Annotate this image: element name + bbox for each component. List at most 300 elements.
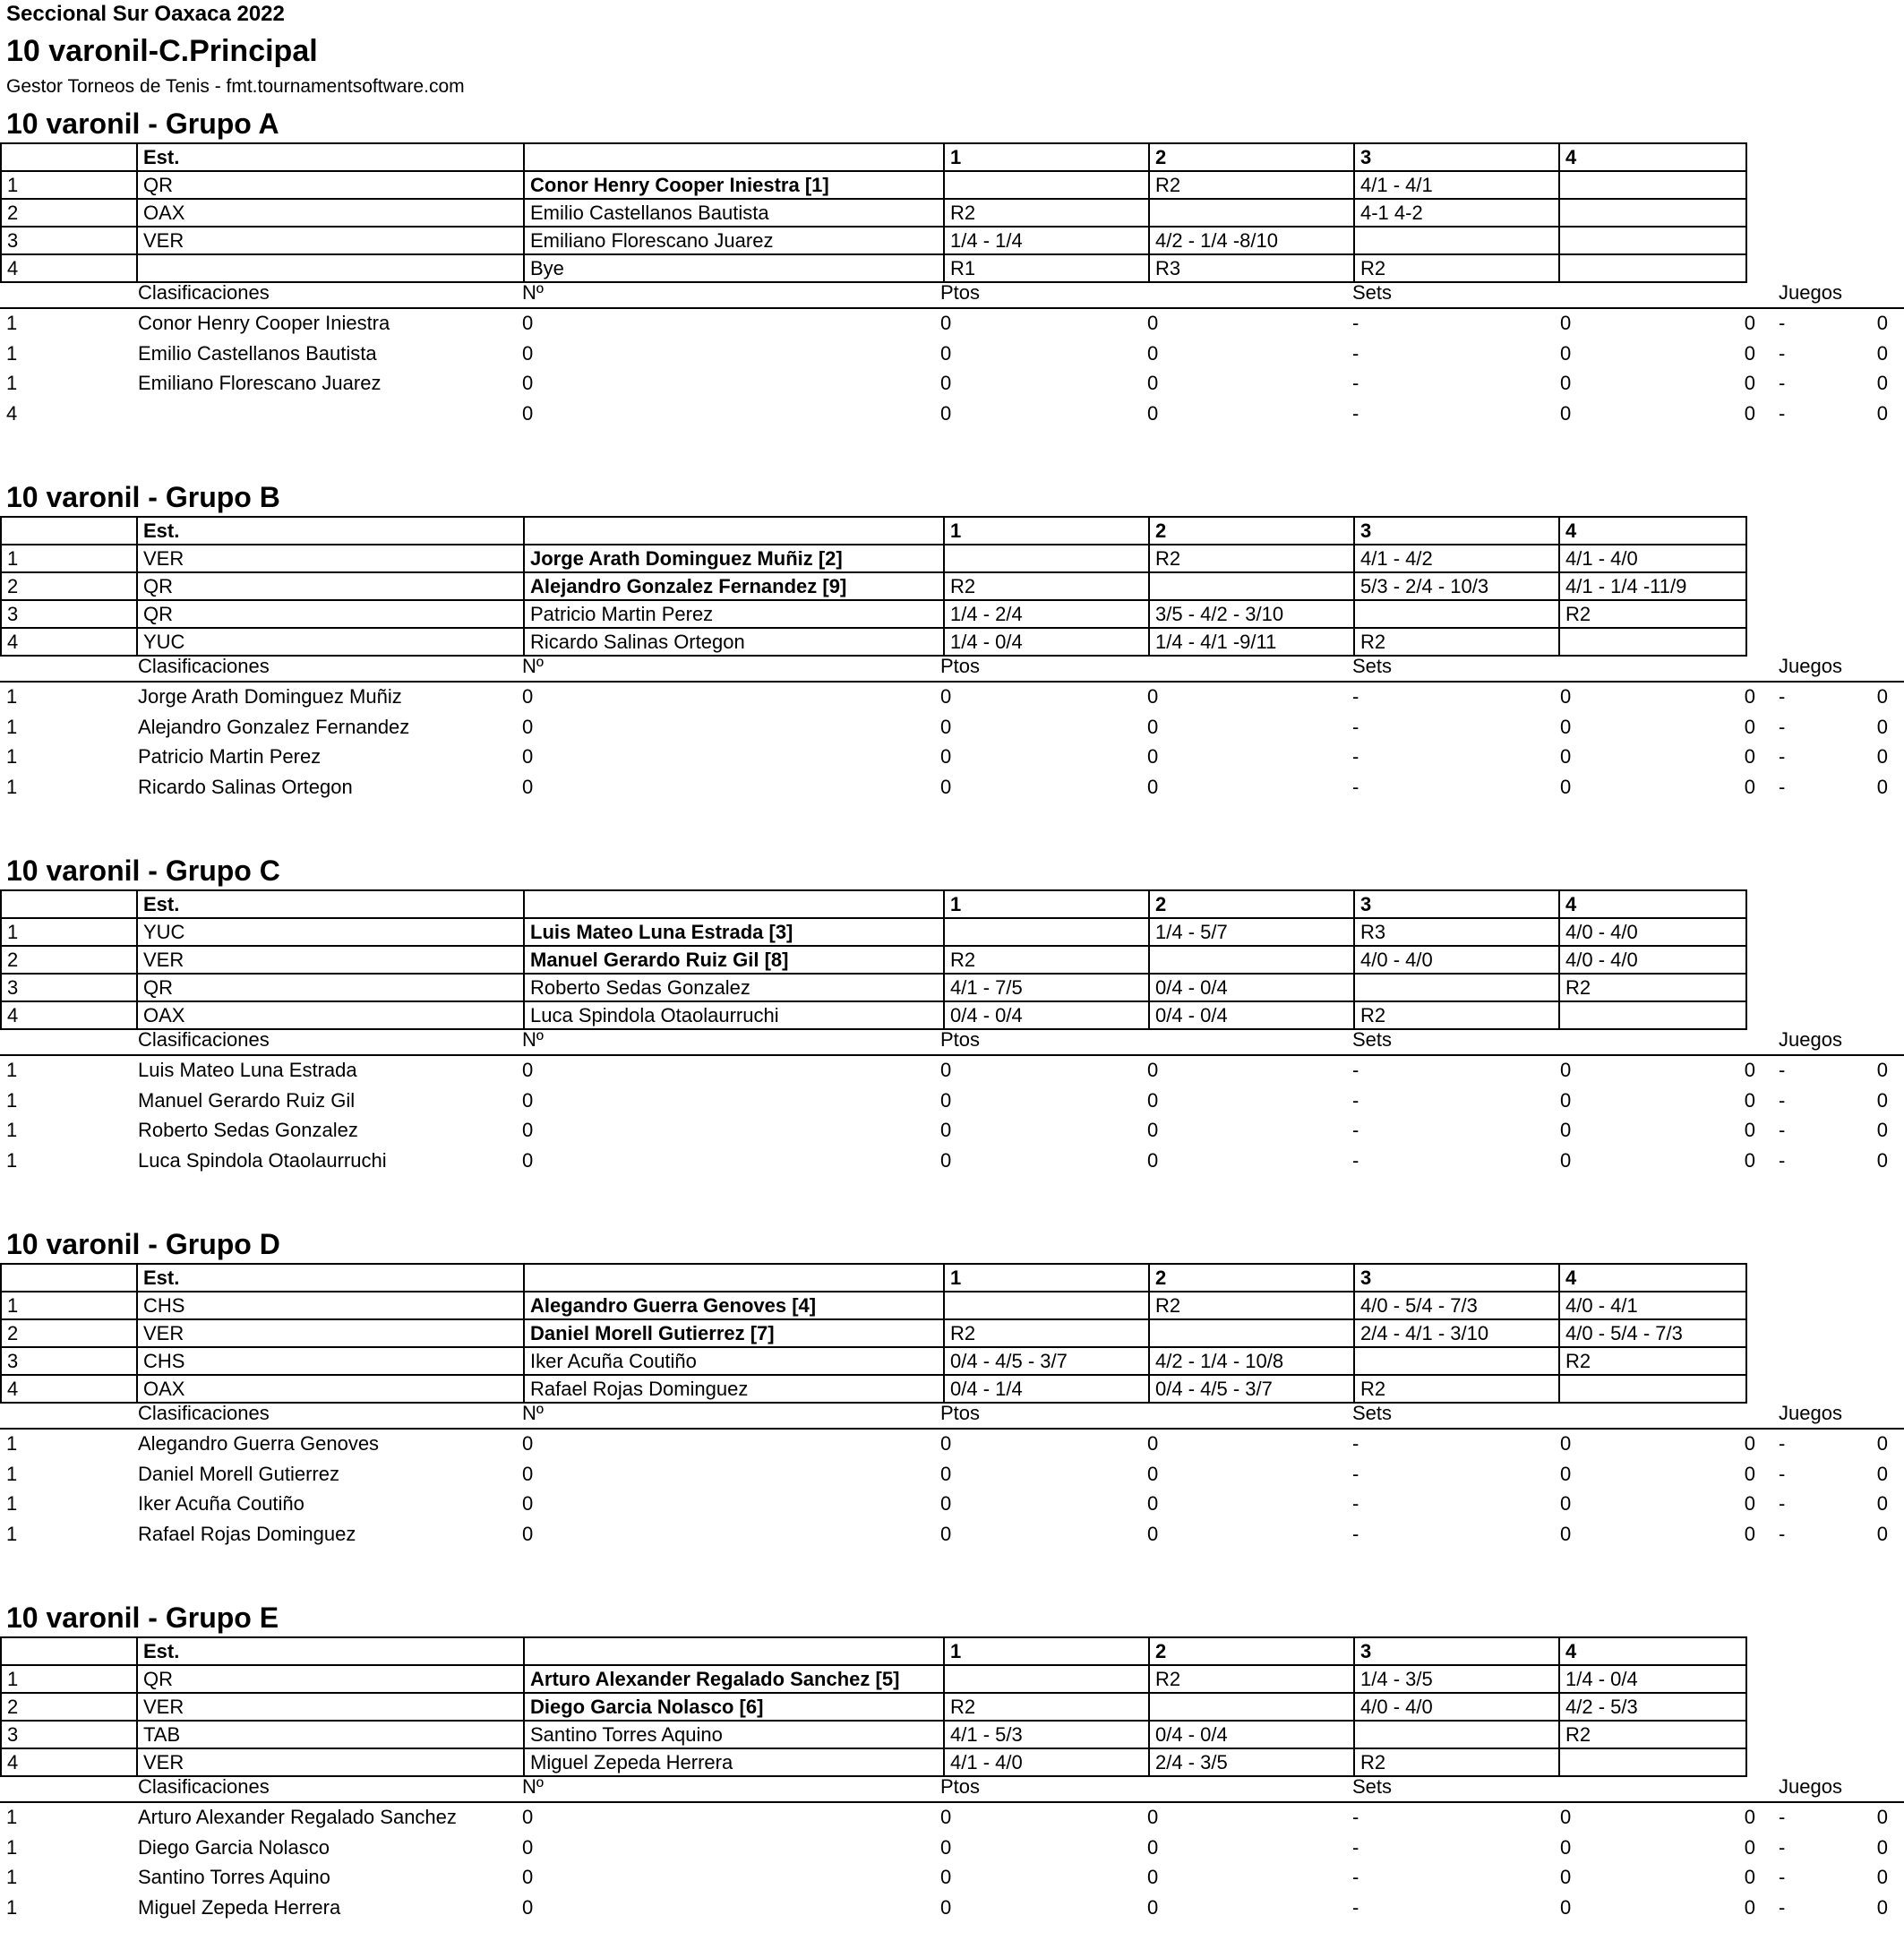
standings-name: Arturo Alexander Regalado Sanchez [138,1806,457,1828]
standings-games-dash: - [1779,1492,1786,1515]
group-block [0,1600,1904,1958]
standings-rank: 1 [6,1895,18,1919]
grid-result-cell [944,918,1149,946]
grid-result-cell [1354,974,1559,1001]
standings-num: 0 [522,341,534,365]
standings-s1: 0 [1147,1432,1159,1455]
standings-row [0,1490,1904,1519]
grid-state: YUC [137,628,524,656]
grid-header-round: 2 [1149,143,1354,171]
grid-header-round: 2 [1149,517,1354,545]
grid-position: 4 [1,628,137,656]
standings-ptos: 0 [940,401,952,425]
grid-player-name: Arturo Alexander Regalado Sanchez [5] [524,1665,944,1693]
grid-player-name: Iker Acuña Coutiño [524,1347,944,1375]
grid-result-cell [1559,227,1746,254]
grid-position: 4 [1,1375,137,1403]
grid-result-cell: R2 [944,1319,1149,1347]
grid-header-round: 2 [1149,890,1354,918]
grid-header-blank [1,517,137,545]
standings-header-clasificaciones: Clasificaciones [138,281,270,304]
standings-row [0,743,1904,772]
standings-header-sets: Sets [1352,281,1393,304]
standings-dash1: - [1352,1148,1359,1172]
standings-header-num: Nº [522,1775,544,1798]
grid-header-round: 1 [944,1264,1149,1292]
grid-state: QR [137,974,524,1001]
grid-result-cell [1149,946,1354,974]
standings-s1: 0 [1147,1462,1159,1485]
standings-s2: 0 [1560,685,1572,708]
standings-row [0,773,1904,803]
grid-position: 2 [1,199,137,227]
standings-ptos: 0 [940,1895,952,1919]
standings-dash1: - [1352,775,1359,798]
grid-header-player [524,143,944,171]
standings-s2: 0 [1560,1866,1572,1888]
grid-state: QR [137,1665,524,1693]
grid-header-player [524,890,944,918]
standings-games-dash: - [1779,1059,1786,1081]
grid-player-name: Alejandro Gonzalez Fernandez [9] [524,572,944,600]
standings-row [0,1833,1904,1863]
standings-games-dash: - [1779,341,1786,365]
standings-header-ptos: Ptos [940,655,981,677]
standings-name: Santino Torres Aquino [138,1866,330,1888]
standings-games-lost: 0 [1876,1148,1888,1172]
standings-games-dash: - [1779,1119,1786,1141]
standings-games-won: 0 [1744,745,1755,768]
grid-result-cell: 4/0 - 4/0 [1559,918,1746,946]
standings-row [0,369,1904,399]
standings-num: 0 [522,1522,534,1545]
standings-rank: 1 [6,1866,18,1888]
standings-s2: 0 [1560,745,1572,768]
standings-games-dash: - [1779,401,1786,425]
standings-num: 0 [522,1895,534,1919]
standings-header-ptos: Ptos [940,1402,981,1424]
standings-rank: 1 [6,1148,18,1172]
standings-rank: 1 [6,1119,18,1141]
standings-header [0,1399,1904,1430]
standings-header-sets: Sets [1352,655,1393,677]
grid-result-cell: R2 [944,946,1149,974]
standings-games-won: 0 [1744,401,1755,425]
standings-header-clasificaciones: Clasificaciones [138,655,270,677]
grid-player-name: Conor Henry Cooper Iniestra [1] [524,171,944,199]
standings-games-won: 0 [1744,372,1755,394]
group-title: 10 varonil - Grupo E [6,1602,279,1634]
grid-result-cell: R2 [944,572,1149,600]
grid-position: 3 [1,227,137,254]
standings-num: 0 [522,1432,534,1455]
grid-state: VER [137,545,524,572]
standings-header-clasificaciones: Clasificaciones [138,1402,270,1424]
grid-player-name: Daniel Morell Gutierrez [7] [524,1319,944,1347]
grid-result-cell: 4/1 - 5/3 [944,1721,1149,1748]
standings-num: 0 [522,775,534,798]
standings-s2: 0 [1560,1895,1572,1919]
grid-result-cell [1149,572,1354,600]
grid-result-cell: 1/4 - 2/4 [944,600,1149,628]
standings-games-won: 0 [1744,1119,1755,1141]
standings-games-dash: - [1779,715,1786,738]
grid-position: 4 [1,1001,137,1029]
standings-games-lost: 0 [1876,1462,1888,1485]
grid-result-cell: 0/4 - 0/4 [1149,974,1354,1001]
standings-rank: 1 [6,1835,18,1859]
grid-header-est: Est. [137,890,524,918]
standings-dash1: - [1352,1866,1359,1888]
grid-state: VER [137,1693,524,1721]
standings-s1: 0 [1147,1059,1159,1081]
standings-games-dash: - [1779,1148,1786,1172]
grid-header-round: 4 [1559,143,1746,171]
standings-ptos: 0 [940,372,952,394]
standings-name: Diego Garcia Nolasco [138,1835,330,1859]
group-block [0,106,1904,464]
standings-header [0,279,1904,309]
standings-ptos: 0 [940,1119,952,1141]
standings-num: 0 [522,1462,534,1485]
results-grid [0,142,1747,283]
grid-header-round: 3 [1354,1264,1559,1292]
grid-header-est: Est. [137,1264,524,1292]
grid-position: 4 [1,254,137,282]
grid-position: 3 [1,1347,137,1375]
grid-result-cell: 4/0 - 4/0 [1354,1693,1559,1721]
standings-ptos: 0 [940,715,952,738]
standings-s1: 0 [1147,1492,1159,1515]
standings-dash1: - [1352,1059,1359,1081]
standings-s1: 0 [1147,372,1159,394]
grid-result-cell [1354,1347,1559,1375]
grid-state: CHS [137,1347,524,1375]
standings-header-ptos: Ptos [940,281,981,304]
standings-s1: 0 [1147,1148,1159,1172]
grid-row [1,171,1746,199]
standings-row [0,1460,1904,1490]
grid-position: 1 [1,918,137,946]
standings-num: 0 [522,1088,534,1112]
standings-dash1: - [1352,1895,1359,1919]
grid-header-round: 4 [1559,890,1746,918]
standings-s2: 0 [1560,1119,1572,1141]
group-block [0,479,1904,837]
standings-games-lost: 0 [1876,1866,1888,1888]
standings-games-dash: - [1779,1462,1786,1485]
grid-position: 1 [1,545,137,572]
grid-result-cell: 4/1 - 4/1 [1354,171,1559,199]
standings-name: Alegandro Guerra Genoves [138,1432,380,1455]
grid-row [1,1319,1746,1347]
results-grid [0,516,1747,657]
grid-row [1,974,1746,1001]
grid-state: TAB [137,1721,524,1748]
grid-row [1,946,1746,974]
standings-header-clasificaciones: Clasificaciones [138,1775,270,1798]
standings-ptos: 0 [940,1059,952,1081]
grid-state: VER [137,946,524,974]
grid-position: 2 [1,1319,137,1347]
standings-s1: 0 [1147,401,1159,425]
grid-result-cell: 1/4 - 4/1 -9/11 [1149,628,1354,656]
standings-dash1: - [1352,312,1359,334]
grid-result-cell: 0/4 - 4/5 - 3/7 [1149,1375,1354,1403]
grid-header-round: 3 [1354,143,1559,171]
standings-row [0,1056,1904,1086]
standings-games-lost: 0 [1876,715,1888,738]
standings-games-won: 0 [1744,312,1755,334]
software-credit: Gestor Torneos de Tenis - fmt.tournamentsoftware.com [6,76,465,97]
draw-title: 10 varonil-C.Principal [6,34,318,68]
standings-name: Roberto Sedas Gonzalez [138,1119,358,1141]
grid-player-name: Miguel Zepeda Herrera [524,1748,944,1776]
standings-row [0,1520,1904,1550]
grid-player-name: Emilio Castellanos Bautista [524,199,944,227]
standings-row [0,1116,1904,1146]
grid-position: 2 [1,572,137,600]
group-title: 10 varonil - Grupo A [6,107,279,140]
standings-dash1: - [1352,1806,1359,1828]
standings-name: Jorge Arath Dominguez Muñiz [138,685,402,708]
standings-row [0,683,1904,712]
standings-games-lost: 0 [1876,775,1888,798]
standings-rank: 1 [6,745,18,768]
grid-header-est: Est. [137,143,524,171]
grid-player-name: Rafael Rojas Dominguez [524,1375,944,1403]
grid-player-name: Manuel Gerardo Ruiz Gil [8] [524,946,944,974]
standings-s1: 0 [1147,1088,1159,1112]
group-title: 10 varonil - Grupo B [6,481,280,513]
standings-rank: 1 [6,312,18,334]
standings-games-dash: - [1779,775,1786,798]
grid-row [1,227,1746,254]
standings-games-won: 0 [1744,1895,1755,1919]
grid-state: QR [137,600,524,628]
standings-ptos: 0 [940,685,952,708]
grid-header-round: 3 [1354,1637,1559,1665]
standings-games-lost: 0 [1876,745,1888,768]
standings-s2: 0 [1560,1059,1572,1081]
standings-ptos: 0 [940,1088,952,1112]
standings-name: Rafael Rojas Dominguez [138,1522,356,1545]
grid-result-cell: 4/0 - 4/0 [1354,946,1559,974]
grid-player-name: Ricardo Salinas Ortegon [524,628,944,656]
grid-result-cell: 5/3 - 2/4 - 10/3 [1354,572,1559,600]
grid-player-name: Bye [524,254,944,282]
grid-result-cell [944,171,1149,199]
grid-header-round: 4 [1559,1264,1746,1292]
standings-ptos: 0 [940,1866,952,1888]
grid-player-name: Patricio Martin Perez [524,600,944,628]
standings-dash1: - [1352,401,1359,425]
standings-ptos: 0 [940,312,952,334]
standings-ptos: 0 [940,1835,952,1859]
grid-header-round: 2 [1149,1637,1354,1665]
grid-row [1,600,1746,628]
standings-games-lost: 0 [1876,1492,1888,1515]
standings-games-lost: 0 [1876,1088,1888,1112]
standings-s2: 0 [1560,1522,1572,1545]
grid-result-cell [1149,1319,1354,1347]
standings-s2: 0 [1560,372,1572,394]
grid-header-row [1,143,1746,171]
standings-games-lost: 0 [1876,1895,1888,1919]
standings-s1: 0 [1147,312,1159,334]
group-title: 10 varonil - Grupo D [6,1228,280,1260]
grid-header-blank [1,890,137,918]
standings-games-won: 0 [1744,775,1755,798]
grid-header-round: 4 [1559,1637,1746,1665]
results-grid [0,1263,1747,1404]
standings-s1: 0 [1147,685,1159,708]
standings-row [0,309,1904,339]
standings-num: 0 [522,401,534,425]
grid-row [1,1665,1746,1693]
standings-ptos: 0 [940,1806,952,1828]
standings-games-lost: 0 [1876,341,1888,365]
grid-position: 1 [1,1665,137,1693]
grid-row [1,572,1746,600]
grid-result-cell: 1/4 - 1/4 [944,227,1149,254]
standings-s1: 0 [1147,1806,1159,1828]
standings-ptos: 0 [940,1522,952,1545]
standings-ptos: 0 [940,1462,952,1485]
standings-row [0,713,1904,743]
grid-result-cell: R2 [1559,600,1746,628]
grid-result-cell [1149,199,1354,227]
standings-rank: 1 [6,1806,18,1828]
standings-rank: 4 [6,401,18,425]
grid-state: YUC [137,918,524,946]
standings-games-won: 0 [1744,1432,1755,1455]
grid-header-row [1,890,1746,918]
grid-header-round: 1 [944,517,1149,545]
standings-games-lost: 0 [1876,1432,1888,1455]
standings-games-dash: - [1779,1866,1786,1888]
standings-header [0,1773,1904,1803]
grid-result-cell: 0/4 - 0/4 [944,1001,1149,1029]
grid-row [1,1292,1746,1319]
standings-header-juegos: Juegos [1779,655,1842,677]
standings-header-clasificaciones: Clasificaciones [138,1028,270,1051]
grid-result-cell: 4/1 - 4/2 [1354,545,1559,572]
results-grid [0,1636,1747,1777]
grid-result-cell [1354,1721,1559,1748]
standings-name: Ricardo Salinas Ortegon [138,775,353,798]
grid-header-round: 3 [1354,517,1559,545]
grid-player-name: Emiliano Florescano Juarez [524,227,944,254]
standings-games-dash: - [1779,1895,1786,1919]
standings-name: Conor Henry Cooper Iniestra [138,312,390,334]
grid-header-round: 3 [1354,890,1559,918]
standings-dash1: - [1352,685,1359,708]
standings-games-dash: - [1779,1088,1786,1112]
standings-name: Emilio Castellanos Bautista [138,341,377,365]
standings-ptos: 0 [940,1432,952,1455]
grid-header-round: 2 [1149,1264,1354,1292]
standings-games-won: 0 [1744,1866,1755,1888]
standings-games-won: 0 [1744,1088,1755,1112]
standings-row [0,1086,1904,1116]
standings-name: Patricio Martin Perez [138,745,322,768]
standings-ptos: 0 [940,341,952,365]
grid-position: 3 [1,600,137,628]
grid-result-cell: 4/1 - 1/4 -11/9 [1559,572,1746,600]
standings-s2: 0 [1560,715,1572,738]
standings-games-lost: 0 [1876,401,1888,425]
grid-result-cell: R1 [944,254,1149,282]
standings-games-lost: 0 [1876,1119,1888,1141]
grid-row [1,1721,1746,1748]
grid-state: VER [137,1748,524,1776]
standings-header-sets: Sets [1352,1028,1393,1051]
standings-games-won: 0 [1744,1059,1755,1081]
standings-num: 0 [522,372,534,394]
grid-header-blank [1,1637,137,1665]
standings-num: 0 [522,745,534,768]
grid-result-cell [1354,600,1559,628]
standings-dash1: - [1352,1492,1359,1515]
grid-result-cell: R2 [1559,1347,1746,1375]
standings-s1: 0 [1147,715,1159,738]
grid-position: 1 [1,1292,137,1319]
grid-row [1,918,1746,946]
standings-rank: 1 [6,1059,18,1081]
grid-header-blank [1,1264,137,1292]
standings-s2: 0 [1560,1088,1572,1112]
grid-result-cell: 4/0 - 5/4 - 7/3 [1354,1292,1559,1319]
grid-state: VER [137,1319,524,1347]
standings-header-ptos: Ptos [940,1775,981,1798]
standings-s1: 0 [1147,1835,1159,1859]
grid-result-cell: 4/2 - 1/4 -8/10 [1149,227,1354,254]
grid-header-player [524,1637,944,1665]
group-title: 10 varonil - Grupo C [6,854,280,887]
standings-dash1: - [1352,1432,1359,1455]
standings-dash1: - [1352,1522,1359,1545]
grid-result-cell: 1/4 - 5/7 [1149,918,1354,946]
grid-header-round: 4 [1559,517,1746,545]
standings-rank: 1 [6,715,18,738]
grid-result-cell: 3/5 - 4/2 - 3/10 [1149,600,1354,628]
standings-rank: 1 [6,372,18,394]
standings-games-dash: - [1779,372,1786,394]
standings-ptos: 0 [940,775,952,798]
standings-games-won: 0 [1744,1806,1755,1828]
standings-name: Emiliano Florescano Juarez [138,372,382,394]
standings-header-sets: Sets [1352,1775,1393,1798]
grid-header-round: 1 [944,890,1149,918]
standings-rank: 1 [6,341,18,365]
standings-dash1: - [1352,1088,1359,1112]
standings-games-lost: 0 [1876,1806,1888,1828]
standings-name: Iker Acuña Coutiño [138,1492,304,1515]
grid-player-name: Luca Spindola Otaolaurruchi [524,1001,944,1029]
standings-dash1: - [1352,745,1359,768]
grid-result-cell: 4/2 - 1/4 - 10/8 [1149,1347,1354,1375]
standings-games-won: 0 [1744,685,1755,708]
grid-player-name: Diego Garcia Nolasco [6] [524,1693,944,1721]
grid-header-row [1,517,1746,545]
standings-header-juegos: Juegos [1779,1402,1842,1424]
standings-s2: 0 [1560,401,1572,425]
grid-result-cell: 4-1 4-2 [1354,199,1559,227]
grid-player-name: Santino Torres Aquino [524,1721,944,1748]
grid-result-cell: 0/4 - 4/5 - 3/7 [944,1347,1149,1375]
standings-s2: 0 [1560,1492,1572,1515]
